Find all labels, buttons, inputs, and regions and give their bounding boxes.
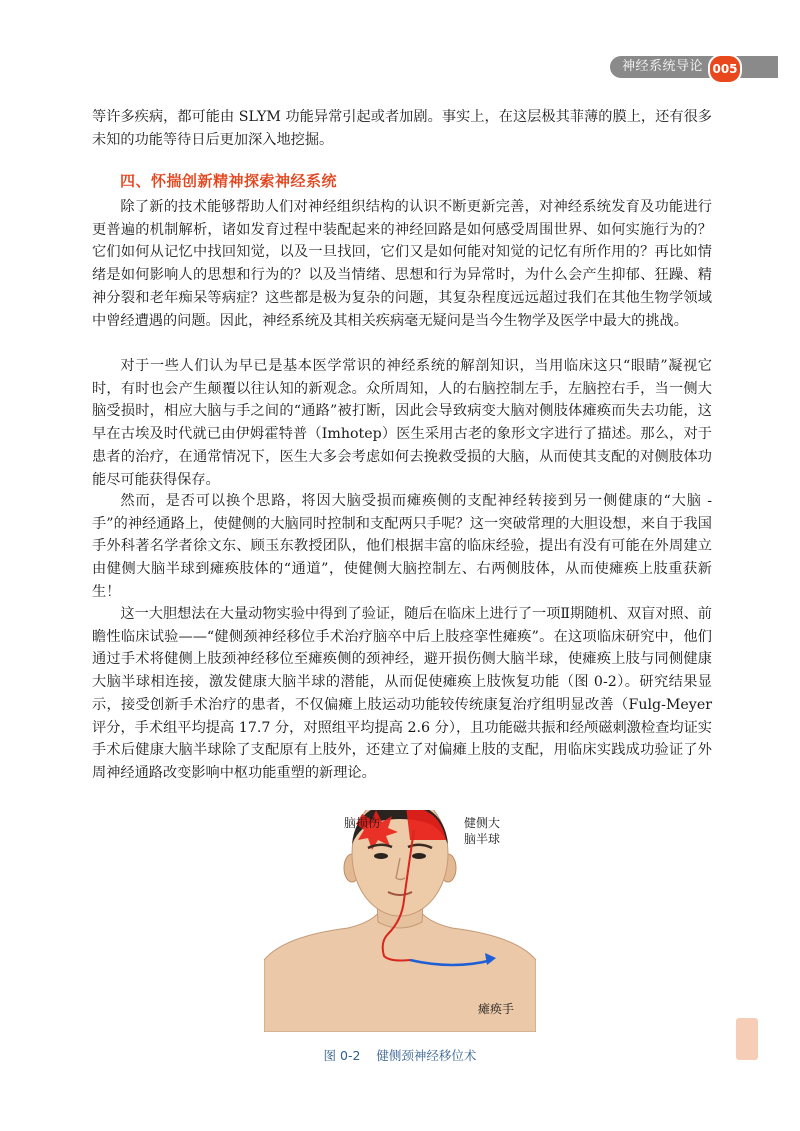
caption-number: 图 0-2	[323, 1048, 361, 1063]
paragraph-1: 除了新的技术能够帮助人们对神经组织结构的认识不断更新完善，对神经系统发育及功能进行更普遍的机制解析，诸如发育过程中装配起来的神经回路是如何感受周围世界、如何实施行为的？它们如何从记忆中找回知觉，以及一旦找回，它们又是如何能对知觉的记忆有所作用的？再比如情绪是如何影响人的思想和行为的？以及当情绪、思想和行为异常时，为什么会产生抑郁、狂躁、精神分裂和老年痴呆等病症？这些都是极为复杂的问题，其复杂程度远远超过我们在其他生物学领域中曾经遭遇的问题。因此，神经系统及其相关疾病毫无疑问是当今生物学及医学中最大的挑战。	[92, 199, 712, 329]
label-healthy-hemisphere-line1: 健侧大	[464, 816, 501, 830]
left-eye	[374, 853, 388, 859]
paragraph-3: 然而，是否可以换个思路，将因大脑受损而瘫痪侧的支配神经转接到另一侧健康的“大脑 - 手”的神经通路上，使健侧的大脑同时控制和支配两只手呢？这一突破常理的大胆设想，来自于我国手外科著名学者徐文东、顾玉东教授团队，他们根据丰富的临床经验，提出有没有可能在外周建立由健侧大脑半球到瘫痪肢体的“通道”，使健侧大脑控制左、右两侧肢体，从而使瘫痪上肢重获新生！	[92, 493, 712, 600]
label-paralyzed-hand: 瘫痪手	[478, 1002, 515, 1016]
paragraph-continued: 等许多疾病，都可能由 SLYM 功能异常引起或者加剧。事实上，在这层极其菲薄的膜上，还有很多未知的功能等待日后更加深入地挖掘。	[92, 109, 712, 148]
paragraph-4: 这一大胆想法在大量动物实验中得到了验证，随后在临床上进行了一项Ⅱ期随机、双盲对照、前瞻性临床试验——“健侧颈神经移位手术治疗脑卒中后上肢痉挛性瘫痪”。在这项临床研究中，他们通过手术将健侧上肢颈神经移位至瘫痪侧的颈神经，避开损伤侧大脑半球，使瘫痪上肢与同侧健康大脑半球相连接，激发健康大脑半球的潜能，从而促使瘫痪上肢恢复功能（图 0-2）。研究结果显示，接受创新手术治疗的患者，不仅偏瘫上肢运动功能较传统康复治疗组明显改善（Fulg-Meyer 评分，手术组平均提高 17.7 分，对照组平均提高 2.6 分），且功能磁共振和经颅磁刺激检查均证实手术后健康大脑半球除了支配原有上肢外，还建立了对偏瘫上肢的支配，用临床实践成功验证了外周神经通路改变影响中枢功能重塑的新理论。	[92, 606, 712, 781]
label-damaged-brain: 脑损伤	[344, 816, 381, 830]
figure-caption	[0, 1046, 800, 1064]
page-edge-tab	[736, 1018, 758, 1060]
figure-nerve-transfer	[264, 810, 536, 1032]
paragraph-2: 对于一些人们认为早已是基本医学常识的神经系统的解剖知识，当用临床这只“眼睛”凝视它时，有时也会产生颠覆以往认知的新观念。众所周知，人的右脑控制左手，左脑控右手，当一侧大脑受损时，相应大脑与手之间的“通路”被打断，因此会导致病变大脑对侧肢体瘫痪而失去功能，这早在古埃及时代就已由伊姆霍特普（Imhotep）医生采用古老的象形文字进行了描述。那么，对于患者的治疗，在通常情况下，医生大多会考虑如何去挽救受损的大脑，从而使其支配的对侧肢体功能尽可能获得保存。	[92, 358, 712, 488]
right-eye	[412, 853, 426, 859]
healthy-hemisphere-highlight	[406, 810, 446, 840]
running-title: 神经系统导论	[622, 59, 704, 74]
page-number-badge: 005	[708, 54, 742, 84]
caption-title: 健侧颈神经移位术	[376, 1048, 477, 1063]
section-heading: 四、怀揣创新精神探索神经系统	[120, 172, 338, 190]
label-healthy-hemisphere-line2: 脑半球	[464, 832, 501, 846]
